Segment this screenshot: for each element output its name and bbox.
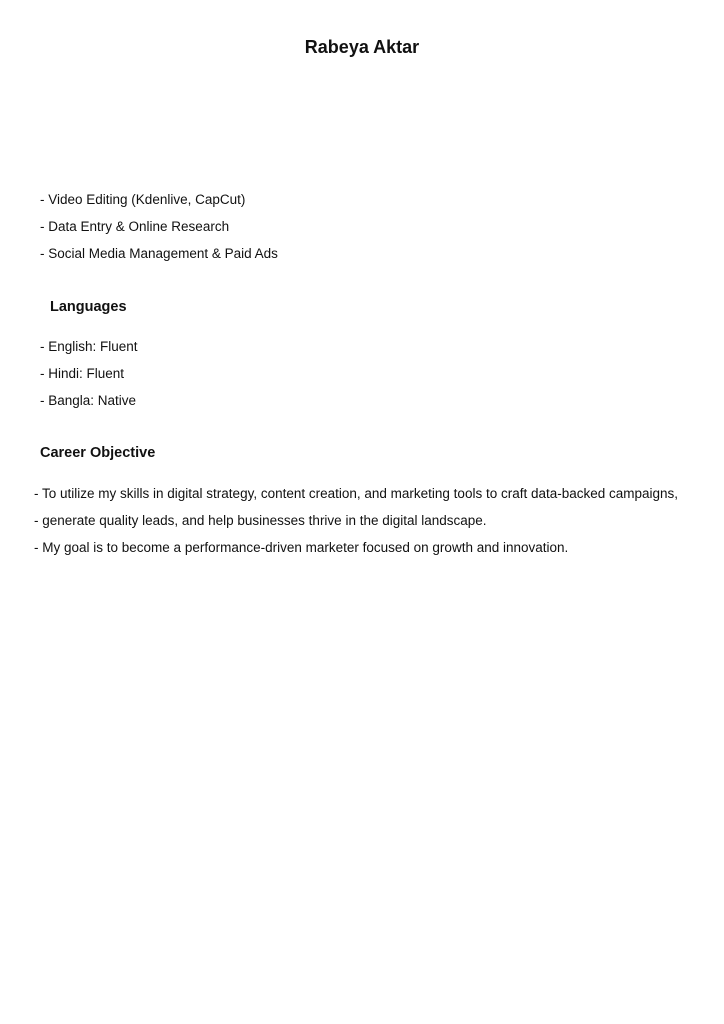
language-item: - Bangla: Native: [40, 393, 137, 408]
skill-item: - Social Media Management & Paid Ads: [40, 246, 278, 261]
career-objective-line: - My goal is to become a performance-driven marketer focused on growth and innovation.: [34, 540, 569, 555]
language-item: - Hindi: Fluent: [40, 366, 125, 381]
resume-name: Rabeya Aktar: [304, 37, 420, 57]
career-objective-line: - To utilize my skills in digital strategy, content creation, and marketing tools to craft data-backed campaigns,: [34, 486, 679, 501]
career-objective-heading: Career Objective: [40, 445, 156, 461]
skill-item: - Data Entry & Online Research: [40, 219, 230, 234]
skill-item: - Video Editing (Kdenlive, CapCut): [40, 192, 246, 207]
language-item: - English: Fluent: [40, 339, 138, 354]
career-objective-line: - generate quality leads, and help businesses thrive in the digital landscape.: [34, 513, 487, 528]
languages-heading: Languages: [50, 299, 127, 315]
